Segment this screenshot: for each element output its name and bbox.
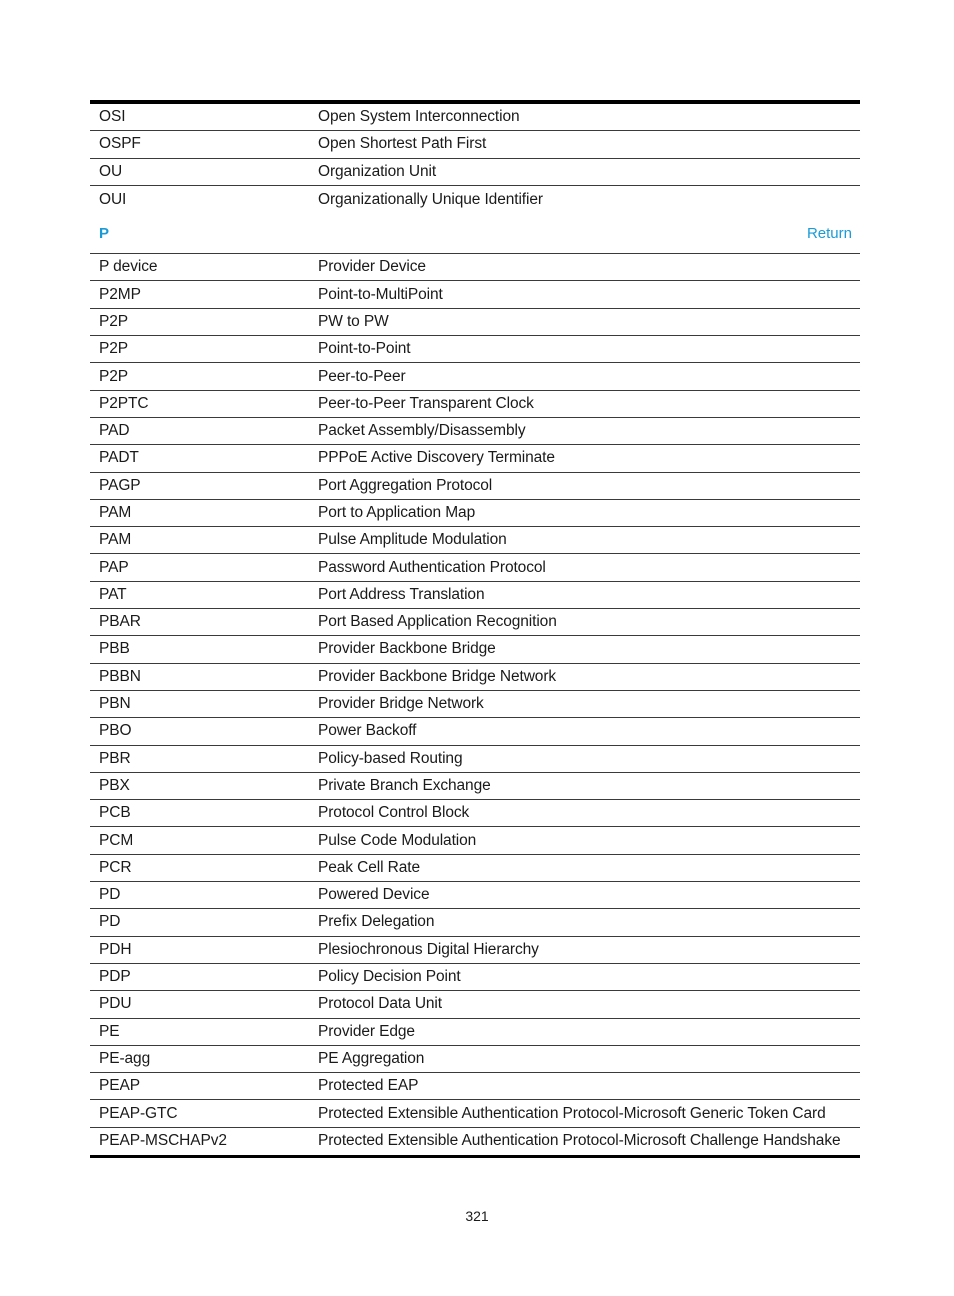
table-row — [90, 636, 860, 663]
table-row — [90, 131, 860, 158]
definition-cell: Provider Bridge Network — [318, 695, 484, 713]
abbreviation-cell: PAGP — [99, 476, 141, 494]
abbreviation-cell: OSPF — [99, 135, 141, 153]
definition-cell: PW to PW — [318, 312, 389, 330]
abbreviation-cell: PDU — [99, 995, 132, 1013]
definition-cell: Plesiochronous Digital Hierarchy — [318, 940, 539, 958]
abbreviation-cell: PCB — [99, 804, 131, 822]
abbreviation-cell: PD — [99, 886, 121, 904]
table-row — [90, 309, 860, 336]
abbreviation-cell: PBB — [99, 640, 130, 658]
definition-cell: Port Based Application Recognition — [318, 613, 557, 631]
table-row — [90, 473, 860, 500]
abbreviation-cell: PADT — [99, 449, 139, 467]
abbreviation-cell: PEAP-MSCHAPv2 — [99, 1132, 227, 1150]
table-row — [90, 827, 860, 854]
definition-cell: PE Aggregation — [318, 1049, 425, 1067]
definition-cell: Private Branch Exchange — [318, 776, 491, 794]
table-row — [90, 582, 860, 609]
table-row — [90, 882, 860, 909]
definition-cell: Protected Extensible Authentication Protocol-Microsoft Challenge Handshake — [318, 1132, 841, 1150]
table-row — [90, 186, 860, 213]
abbreviation-cell: P2MP — [99, 285, 141, 303]
abbreviation-cell: PAT — [99, 585, 127, 603]
table-row — [90, 937, 860, 964]
table-row — [90, 159, 860, 186]
table-row — [90, 718, 860, 745]
table-row — [90, 554, 860, 581]
table-row — [90, 527, 860, 554]
abbreviation-cell: PD — [99, 913, 121, 931]
definition-cell: Prefix Delegation — [318, 913, 435, 931]
abbreviation-cell: OU — [99, 162, 123, 180]
abbreviation-cell: P2P — [99, 367, 128, 385]
definition-cell: Provider Backbone Bridge Network — [318, 667, 557, 685]
definition-cell: Organization Unit — [318, 162, 437, 180]
abbreviation-cell: PCM — [99, 831, 134, 849]
definition-cell: PPPoE Active Discovery Terminate — [318, 449, 555, 467]
table-row — [90, 445, 860, 472]
abbreviation-cell: PBO — [99, 722, 132, 740]
table-row — [90, 964, 860, 991]
abbreviation-cell: PBR — [99, 749, 131, 767]
table-row — [90, 909, 860, 936]
definition-cell: Powered Device — [318, 886, 430, 904]
table-row — [90, 281, 860, 308]
definition-cell: Password Authentication Protocol — [318, 558, 546, 576]
definition-cell: Provider Device — [318, 258, 426, 276]
abbreviation-cell: PAM — [99, 531, 132, 549]
table-row — [90, 336, 860, 363]
table-row — [90, 1019, 860, 1046]
definition-cell: Policy Decision Point — [318, 968, 461, 986]
table-row — [90, 254, 860, 281]
abbreviation-cell: PEAP-GTC — [99, 1104, 178, 1122]
abbreviation-cell: PBN — [99, 695, 131, 713]
definition-cell: Provider Edge — [318, 1022, 415, 1040]
definition-cell: Port Address Translation — [318, 585, 485, 603]
table-row — [90, 1100, 860, 1127]
table-row — [90, 1046, 860, 1073]
definition-cell: Power Backoff — [318, 722, 417, 740]
table-row — [90, 418, 860, 445]
abbreviation-cell: OSI — [99, 108, 126, 126]
table-row — [90, 746, 860, 773]
definition-cell: Protected Extensible Authentication Protocol-Microsoft Generic Token Card — [318, 1104, 826, 1122]
definition-cell: Port Aggregation Protocol — [318, 476, 493, 494]
table-row — [90, 363, 860, 390]
definition-cell: Policy-based Routing — [318, 749, 463, 767]
section-letter: P — [99, 224, 110, 242]
definition-cell: Open Shortest Path First — [318, 135, 487, 153]
definition-cell: Protocol Control Block — [318, 804, 470, 822]
rows-after-group — [90, 254, 860, 1155]
table-row — [90, 855, 860, 882]
definition-cell: Open System Interconnection — [318, 108, 520, 126]
table-row — [90, 500, 860, 527]
abbreviation-cell: OUI — [99, 190, 127, 208]
abbreviation-cell: PE-agg — [99, 1049, 151, 1067]
abbreviation-cell: PAM — [99, 504, 132, 521]
page-number: 321 — [465, 1208, 489, 1224]
abbreviation-cell: PBAR — [99, 613, 141, 631]
abbreviation-cell: P2P — [99, 340, 128, 358]
abbreviation-cell: P2PTC — [99, 394, 149, 412]
abbreviation-cell: PAP — [99, 558, 129, 576]
definition-cell: Peak Cell Rate — [318, 858, 420, 876]
table-row — [90, 104, 860, 131]
abbreviation-cell: PBX — [99, 776, 130, 794]
definition-cell: Point-to-Point — [318, 340, 411, 358]
abbreviation-cell: PBBN — [99, 667, 141, 685]
definition-cell: Port to Application Map — [318, 504, 476, 521]
table-row — [90, 391, 860, 418]
table-row — [90, 1073, 860, 1100]
definition-cell: Protected EAP — [318, 1077, 419, 1095]
table-row — [90, 773, 860, 800]
glossary-table — [90, 100, 860, 1158]
definition-cell: Point-to-MultiPoint — [318, 285, 443, 303]
definition-cell: Peer-to-Peer — [318, 367, 406, 385]
definition-cell: Organizationally Unique Identifier — [318, 190, 543, 208]
rows-before-group — [90, 104, 860, 213]
return-link[interactable]: Return — [806, 224, 852, 242]
section-header-p — [90, 213, 860, 254]
abbreviation-cell: PDH — [99, 940, 132, 958]
abbreviation-cell: P2P — [99, 312, 128, 330]
definition-cell: Peer-to-Peer Transparent Clock — [318, 394, 534, 412]
definition-cell: Pulse Amplitude Modulation — [318, 531, 507, 549]
abbreviation-cell: PE — [99, 1022, 120, 1040]
table-row — [90, 991, 860, 1018]
table-row — [90, 800, 860, 827]
abbreviation-cell: PAD — [99, 422, 130, 440]
abbreviation-cell: PDP — [99, 968, 131, 986]
definition-cell: Protocol Data Unit — [318, 995, 442, 1013]
table-row — [90, 691, 860, 718]
definition-cell: Pulse Code Modulation — [318, 831, 477, 849]
table-row — [90, 664, 860, 691]
abbreviation-cell: PCR — [99, 858, 132, 876]
table-row — [90, 609, 860, 636]
abbreviation-cell: P device — [99, 258, 158, 276]
abbreviation-cell: PEAP — [99, 1077, 140, 1095]
definition-cell: Packet Assembly/Disassembly — [318, 422, 526, 440]
definition-cell: Provider Backbone Bridge — [318, 640, 496, 658]
table-row — [90, 1128, 860, 1155]
